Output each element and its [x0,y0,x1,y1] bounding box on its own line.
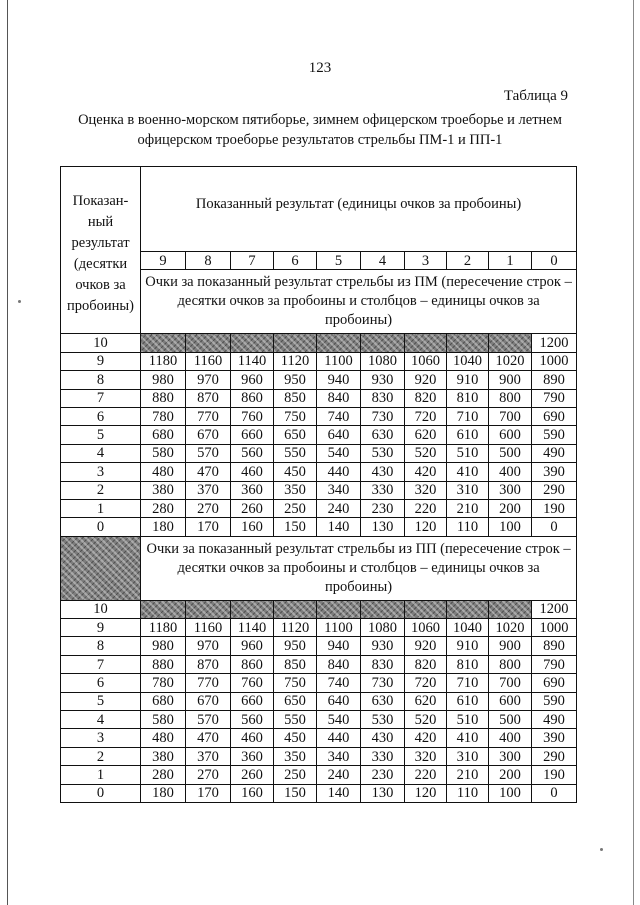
score-cell: 370 [186,747,231,765]
score-cell: 960 [231,637,274,655]
shaded-cell [447,334,489,352]
row-label: 4 [61,711,141,729]
score-cell: 930 [361,371,405,389]
score-cell: 1200 [532,334,577,352]
score-cell: 700 [489,407,532,425]
score-cell: 1020 [489,352,532,370]
score-cell: 1180 [141,619,186,637]
score-cell: 360 [231,481,274,499]
score-cell: 500 [489,711,532,729]
score-cell: 120 [405,784,447,802]
score-cell: 470 [186,463,231,481]
score-cell: 480 [141,729,186,747]
score-cell: 740 [317,674,361,692]
score-cell: 1140 [231,352,274,370]
score-cell: 540 [317,711,361,729]
score-cell: 630 [361,692,405,710]
score-cell: 260 [231,766,274,784]
score-cell: 670 [186,426,231,444]
score-cell: 320 [405,747,447,765]
score-cell: 580 [141,711,186,729]
column-header: 0 [532,252,577,270]
score-cell: 440 [317,729,361,747]
score-cell: 240 [317,766,361,784]
score-cell: 620 [405,426,447,444]
score-cell: 1120 [274,619,317,637]
shaded-cell [274,600,317,618]
score-cell: 270 [186,499,231,517]
score-cell: 970 [186,371,231,389]
page-edge-left [7,0,8,905]
score-cell: 950 [274,371,317,389]
score-cell: 660 [231,692,274,710]
score-cell: 680 [141,692,186,710]
shaded-cell [141,334,186,352]
score-cell: 920 [405,637,447,655]
score-cell: 410 [447,463,489,481]
score-cell: 260 [231,499,274,517]
score-cell: 1180 [141,352,186,370]
score-cell: 280 [141,499,186,517]
score-cell: 840 [317,655,361,673]
row-label: 2 [61,747,141,765]
score-cell: 0 [532,518,577,536]
score-cell: 470 [186,729,231,747]
row-label: 2 [61,481,141,499]
score-cell: 350 [274,481,317,499]
score-cell: 100 [489,784,532,802]
score-cell: 820 [405,389,447,407]
table-row [61,334,577,352]
score-cell: 120 [405,518,447,536]
table-row [61,729,577,747]
row-label: 10 [61,334,141,352]
block-header: Очки за показанный результат стрельбы из ПМ (пересечение строк – десятки очков за пробоины и столбцов – единицы очков за пробоины) [141,270,577,334]
score-cell: 1120 [274,352,317,370]
score-cell: 190 [532,766,577,784]
score-cell: 510 [447,444,489,462]
score-cell: 390 [532,729,577,747]
score-cell: 550 [274,711,317,729]
score-cell: 790 [532,389,577,407]
score-cell: 220 [405,499,447,517]
shaded-cell [405,600,447,618]
table-row [61,692,577,710]
score-cell: 380 [141,481,186,499]
score-cell: 600 [489,426,532,444]
score-cell: 310 [447,481,489,499]
shaded-cell [317,600,361,618]
score-cell: 1000 [532,619,577,637]
table-row [61,766,577,784]
row-label: 8 [61,637,141,655]
table-row [61,711,577,729]
column-header: 4 [361,252,405,270]
score-cell: 730 [361,674,405,692]
table-row [61,784,577,802]
score-cell: 950 [274,637,317,655]
row-label: 5 [61,692,141,710]
score-cell: 550 [274,444,317,462]
score-cell: 360 [231,747,274,765]
score-cell: 130 [361,518,405,536]
score-cell: 300 [489,481,532,499]
score-cell: 1060 [405,352,447,370]
score-cell: 450 [274,463,317,481]
block-header: Очки за показанный результат стрельбы из ПП (пересечение строк – десятки очков за пробоины и столбцов – единицы очков за пробоины) [141,536,577,600]
score-cell: 450 [274,729,317,747]
score-cell: 480 [141,463,186,481]
column-header: 5 [317,252,361,270]
score-cell: 180 [141,518,186,536]
row-label: 7 [61,389,141,407]
score-cell: 850 [274,389,317,407]
score-cell: 710 [447,407,489,425]
score-cell: 190 [532,499,577,517]
score-cell: 940 [317,637,361,655]
shaded-cell [317,334,361,352]
score-cell: 210 [447,766,489,784]
score-cell: 1100 [317,352,361,370]
score-cell: 610 [447,692,489,710]
shaded-cell [61,536,141,600]
score-cell: 490 [532,711,577,729]
shaded-cell [231,334,274,352]
score-cell: 830 [361,389,405,407]
score-cell: 110 [447,784,489,802]
column-header: 8 [186,252,231,270]
score-cell: 870 [186,389,231,407]
score-cell: 320 [405,481,447,499]
score-cell: 110 [447,518,489,536]
score-cell: 210 [447,499,489,517]
table-title: Оценка в военно-морском пятиборье, зимнем офицерском троеборье и летнем офицерском троеборье результатов стрельбы ПМ-1 и ПП-1 [78,112,562,148]
row-label: 3 [61,729,141,747]
row-label: 10 [61,600,141,618]
column-header: 6 [274,252,317,270]
score-cell: 520 [405,444,447,462]
column-header: 9 [141,252,186,270]
score-cell: 460 [231,729,274,747]
page-edge-right [633,0,634,905]
score-cell: 230 [361,499,405,517]
score-cell: 940 [317,371,361,389]
score-cell: 330 [361,747,405,765]
score-cell: 430 [361,463,405,481]
score-cell: 160 [231,784,274,802]
score-cell: 250 [274,766,317,784]
score-cell: 170 [186,518,231,536]
score-cell: 820 [405,655,447,673]
score-cell: 740 [317,407,361,425]
score-cell: 490 [532,444,577,462]
score-cell: 410 [447,729,489,747]
shaded-cell [141,600,186,618]
shaded-cell [186,600,231,618]
row-label: 6 [61,407,141,425]
table-row [61,518,577,536]
score-cell: 1160 [186,619,231,637]
score-cell: 590 [532,426,577,444]
table-label: Таблица 9 [503,88,568,104]
row-label: 4 [61,444,141,462]
row-label: 7 [61,655,141,673]
row-label: 3 [61,463,141,481]
score-cell: 420 [405,729,447,747]
score-cell: 140 [317,784,361,802]
score-cell: 790 [532,655,577,673]
column-header: 1 [489,252,532,270]
score-cell: 500 [489,444,532,462]
score-cell: 840 [317,389,361,407]
score-cell: 510 [447,711,489,729]
table-row [61,655,577,673]
score-cell: 930 [361,637,405,655]
score-cell: 1020 [489,619,532,637]
score-cell: 610 [447,426,489,444]
header-row [61,167,577,252]
score-cell: 1040 [447,352,489,370]
score-cell: 800 [489,655,532,673]
score-cell: 100 [489,518,532,536]
column-header: 2 [447,252,489,270]
score-cell: 1200 [532,600,577,618]
score-cell: 150 [274,784,317,802]
score-cell: 150 [274,518,317,536]
score-cell: 600 [489,692,532,710]
score-cell: 760 [231,674,274,692]
score-cell: 530 [361,711,405,729]
score-cell: 770 [186,674,231,692]
table-row [61,637,577,655]
score-cell: 1000 [532,352,577,370]
score-cell: 910 [447,371,489,389]
page-number: 123 [308,60,332,76]
scoring-table [60,166,577,803]
score-cell: 770 [186,407,231,425]
shaded-cell [361,600,405,618]
score-cell: 810 [447,389,489,407]
score-cell: 300 [489,747,532,765]
score-cell: 720 [405,407,447,425]
score-cell: 1080 [361,619,405,637]
row-label: 1 [61,499,141,517]
score-cell: 620 [405,692,447,710]
score-cell: 800 [489,389,532,407]
row-label: 5 [61,426,141,444]
score-cell: 560 [231,444,274,462]
shaded-cell [274,334,317,352]
block-header-row [61,536,577,600]
table-row [61,463,577,481]
score-cell: 140 [317,518,361,536]
score-cell: 980 [141,637,186,655]
score-cell: 710 [447,674,489,692]
score-cell: 880 [141,389,186,407]
score-cell: 880 [141,655,186,673]
score-cell: 280 [141,766,186,784]
score-cell: 1040 [447,619,489,637]
score-cell: 170 [186,784,231,802]
column-header: 3 [405,252,447,270]
score-cell: 860 [231,389,274,407]
table-row [61,499,577,517]
shaded-cell [186,334,231,352]
shaded-cell [489,334,532,352]
score-cell: 750 [274,674,317,692]
score-cell: 960 [231,371,274,389]
table-row [61,481,577,499]
score-cell: 690 [532,407,577,425]
score-cell: 330 [361,481,405,499]
score-cell: 860 [231,655,274,673]
score-cell: 440 [317,463,361,481]
row-label: 0 [61,784,141,802]
score-cell: 730 [361,407,405,425]
score-cell: 750 [274,407,317,425]
table-row [61,426,577,444]
shaded-cell [489,600,532,618]
table-row [61,352,577,370]
table-row [61,674,577,692]
score-cell: 380 [141,747,186,765]
score-cell: 460 [231,463,274,481]
score-cell: 200 [489,766,532,784]
score-cell: 920 [405,371,447,389]
score-cell: 1140 [231,619,274,637]
score-cell: 720 [405,674,447,692]
row-label: 9 [61,619,141,637]
score-cell: 370 [186,481,231,499]
score-cell: 430 [361,729,405,747]
main-header: Показанный результат (единицы очков за пробоины) [141,167,577,252]
score-cell: 1080 [361,352,405,370]
row-label: 1 [61,766,141,784]
score-cell: 340 [317,747,361,765]
score-cell: 670 [186,692,231,710]
row-label: 8 [61,371,141,389]
score-cell: 240 [317,499,361,517]
score-cell: 1060 [405,619,447,637]
score-cell: 200 [489,499,532,517]
score-cell: 680 [141,426,186,444]
score-cell: 310 [447,747,489,765]
score-cell: 640 [317,426,361,444]
shaded-cell [361,334,405,352]
score-cell: 970 [186,637,231,655]
score-cell: 850 [274,655,317,673]
shaded-cell [231,600,274,618]
score-cell: 570 [186,711,231,729]
score-cell: 900 [489,637,532,655]
score-cell: 760 [231,407,274,425]
score-cell: 690 [532,674,577,692]
table-row [61,747,577,765]
table-row [61,619,577,637]
score-cell: 810 [447,655,489,673]
score-cell: 870 [186,655,231,673]
score-cell: 400 [489,463,532,481]
table-row [61,371,577,389]
score-cell: 890 [532,637,577,655]
column-header: 7 [231,252,274,270]
table-row [61,444,577,462]
score-cell: 1160 [186,352,231,370]
score-cell: 560 [231,711,274,729]
score-cell: 590 [532,692,577,710]
score-cell: 400 [489,729,532,747]
side-header: Показан-ный результат (десятки очков за пробоины) [61,167,141,334]
score-cell: 780 [141,674,186,692]
shaded-cell [405,334,447,352]
table-row [61,389,577,407]
row-label: 9 [61,352,141,370]
score-cell: 1100 [317,619,361,637]
score-cell: 530 [361,444,405,462]
table-row [61,407,577,425]
score-cell: 160 [231,518,274,536]
score-cell: 580 [141,444,186,462]
scan-speck [600,848,603,851]
score-cell: 640 [317,692,361,710]
score-cell: 650 [274,692,317,710]
score-cell: 980 [141,371,186,389]
row-label: 0 [61,518,141,536]
score-cell: 540 [317,444,361,462]
score-cell: 420 [405,463,447,481]
scoring-table-container [60,166,576,803]
score-cell: 700 [489,674,532,692]
score-cell: 130 [361,784,405,802]
score-cell: 830 [361,655,405,673]
score-cell: 250 [274,499,317,517]
score-cell: 180 [141,784,186,802]
score-cell: 340 [317,481,361,499]
score-cell: 0 [532,784,577,802]
scan-speck [18,300,21,303]
score-cell: 290 [532,481,577,499]
score-cell: 290 [532,747,577,765]
score-cell: 230 [361,766,405,784]
score-cell: 650 [274,426,317,444]
score-cell: 270 [186,766,231,784]
score-cell: 570 [186,444,231,462]
score-cell: 910 [447,637,489,655]
score-cell: 520 [405,711,447,729]
score-cell: 220 [405,766,447,784]
table-row [61,600,577,618]
score-cell: 630 [361,426,405,444]
score-cell: 660 [231,426,274,444]
row-label: 6 [61,674,141,692]
score-cell: 390 [532,463,577,481]
score-cell: 350 [274,747,317,765]
score-cell: 900 [489,371,532,389]
shaded-cell [447,600,489,618]
score-cell: 780 [141,407,186,425]
score-cell: 890 [532,371,577,389]
